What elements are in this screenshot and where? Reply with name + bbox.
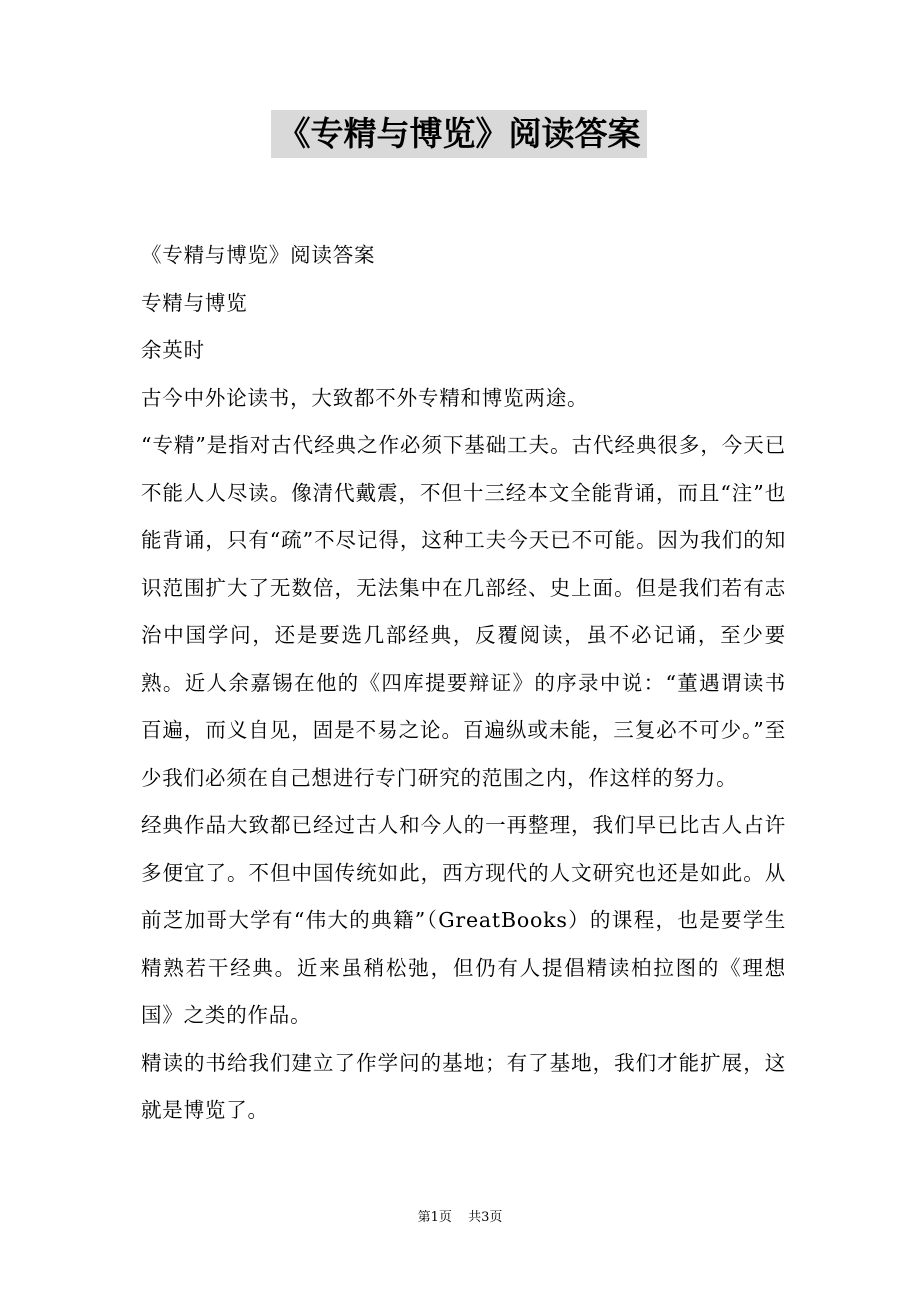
page-footer — [0, 1206, 920, 1225]
paragraph-specialization: “专精”是指对古代经典之作必须下基础工夫。古代经典很多，今天已不能人人尽读。像清代戴震，不但十三经本文全能背诵，而且“注”也能背诵，只有“疏”不尽记得，这种工夫今天已不可能。因为我们的知识范围扩大了无数倍，无法集中在几部经、史上面。但是我们若有志治中国学问，还是要选几部经典，反覆阅读，虽不必记诵，至少要熟。近人余嘉锡在他的《四库提要辩证》的序录中说：“董遇谓读书百遍，而义自见，固是不易之论。百遍纵或未能，三复必不可少。”至少我们必须在自己想进行专门研究的范围之内，作这样的努力。 — [141, 433, 786, 790]
paragraph-intro: 古今中外论读书，大致都不外专精和博览两途。 — [141, 385, 589, 410]
document-title: 《专精与博览》阅读答案 — [271, 110, 647, 158]
paragraph-essay-title: 专精与博览 — [141, 290, 248, 315]
page-number: 第1页 — [417, 1210, 452, 1225]
paragraph-author: 余英时 — [141, 338, 205, 362]
paragraph-classics: 经典作品大致都已经过古人和今人的一再整理，我们早已比古人占许多便宜了。不但中国传统如此，西方现代的人文研究也还是如此。从前芝加哥大学有“伟大的典籍”（GreatBooks）的课程，也是要学生精熟若干经典。近来虽稍松弛，但仍有人提倡精读柏拉图的《理想国》之类的作品。 — [141, 813, 786, 1027]
document-body — [141, 232, 786, 1135]
paragraph-broad-reading: 精读的书给我们建立了作学问的基地；有了基地，我们才能扩展，这就是博览了。 — [141, 1050, 786, 1122]
page-total: 共3页 — [468, 1210, 503, 1225]
paragraph-heading-repeat: 《专精与博览》阅读答案 — [141, 243, 376, 267]
